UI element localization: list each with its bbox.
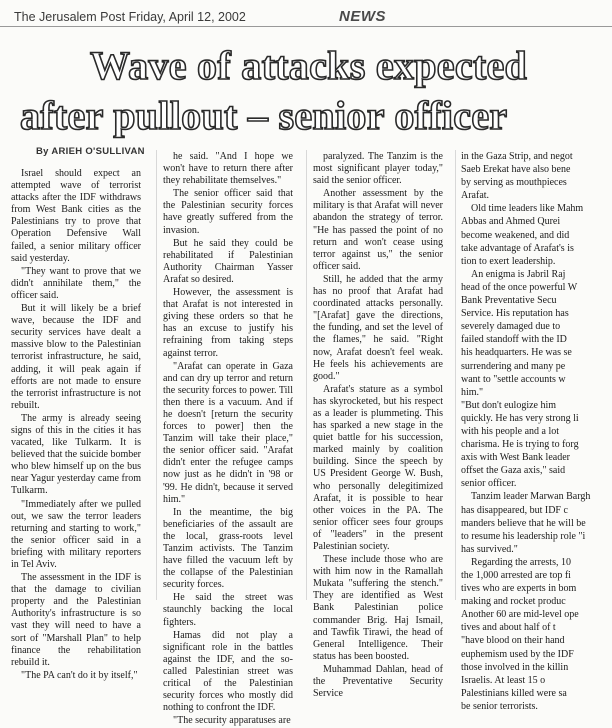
headline-line-2: after pullout – senior officer [20,93,508,138]
article-paragraph: making and rocket produc [461,596,566,608]
article-paragraph: Arafat's stature as a symbol has skyrocketed, but his respect as a leader is plummeting. This has sparked a new stage in the quiet battle for his succession, marked mainly by coalition building. Since the speech by US President George W. Bush, who personally delegitimized Arafat, it is possible to hear other voices in the PA. The senior officer sees four groups of "leaders" in the present Palestinian society. [313,383,443,552]
article-paragraph: charisma. He is trying to forg [461,439,579,451]
article-paragraph: But it will likely be a brief wave, because the IDF and security services have dealt a massive blow to the Palestinian terrorist infrastructure, he said, adding, it will peak again if efforts are not made to ensure the terrorist infrastructure is not rebuilt. [11,303,141,411]
article-paragraph: However, the assessment is that Arafat is not interested in giving these orders so that he has an excuse to justify his refraining from taking steps against terror. [163,287,293,359]
article-paragraph: senior officer. [461,478,517,490]
masthead-rule [0,26,612,27]
article-paragraph: The assessment in the IDF is that the damage to civilian property and the Palestinian Authority's infrastructure is so vast they will need to have a sort of "Marshall Plan" to help finance the rehabilitation rebuild it. [11,572,141,668]
article-paragraph: his headquarters. He was se [461,347,572,359]
article-paragraph: in the Gaza Strip, and negot [461,151,573,162]
article-paragraph: The senior officer said that the Palestinian security forces have greatly suffered from the invasion. [163,188,293,236]
article-paragraph: Israel should expect an attempted wave of terrorist attacks after the IDF withdraws from West Bank cities as the Palestinians try to prove that Operation Defensive Wall failed, a senior military officer said yesterday. [11,168,141,264]
article-paragraph: An enigma is Jabril Raj [471,268,566,280]
headline-line-1: Wave of attacks expected [90,43,528,88]
article-paragraph: Saeb Erekat have also bene [461,164,571,176]
article-paragraph: offset the Gaza axis," said [461,465,566,477]
article-paragraph: But he said they could be rehabilitated if Palestinian Authority Chairman Yasser Arafat so desired. [163,237,293,285]
article-paragraph: want to "settle accounts w [461,373,566,385]
article-paragraph: he said. "And I hope we won't have to return there after they rehabilitate themselves." [163,151,293,187]
article-paragraph: surrendering and many pe [461,360,566,372]
article-paragraph: Bank Preventative Secu [461,295,557,307]
column-divider [156,150,157,600]
article-column-3 [313,151,443,701]
article-paragraph: axis with West Bank leader [461,452,570,464]
article-paragraph: tives who are experts in bom [461,583,577,595]
article-paragraph: with his people and a lot [461,425,560,437]
column-divider [306,150,307,600]
byline: By ARIEH O'SULLIVAN [36,146,145,157]
article-paragraph: Another assessment by the military is that Arafat will never abandon the strategy of terror. "He has passed the point of no return and won't cease using terror against us," the senior officer said. [313,188,443,272]
article-paragraph: take advantage of Arafat's is [461,242,574,254]
article-paragraph: Tanzim leader Marwan Bargh [471,491,591,503]
article-paragraph: tion to exert leadership. [461,255,556,267]
article-paragraph: be senior terrorists. [461,700,538,712]
article-paragraph: Service. His reputation has [461,308,569,320]
article-paragraph: those involved in the killin [461,661,569,673]
article-paragraph: "Arafat can operate in Gaza and can dry up terror and return the security forces to power. Till then there is a vacuum. And if he doesn't [return the security forces to power] then the Tanzim will take their place," the senior officer said. "Arafat didn't enter the refugee camps now just as he didn't in '98 or '99. He didn't, because it served him." [163,360,293,505]
article-paragraph: become weakened, and did [461,229,570,241]
article-paragraph: Hamas did not play a significant role in the battles against the IDF, and the so-called Palestinian street was critical of the Palestinian security forces who mostly did nothing to confront the IDF. [163,629,293,714]
article-paragraph: Old time leaders like Mahm [471,203,584,215]
article-paragraph: The army is already seeing signs of this in the cities it has vacated, like Tulkarm. It is believed that the suicide bomber who blew himself up on the bus near Yagur yesterday came from Tulkarm. [11,412,141,497]
article-paragraph: Still, he added that the army has no proof that Arafat had coordinated attacks personally. "[Arafat] gave the directions, the funding, and set the level of the flames," he said. "Right now, Arafat doesn't feel weak. He feels his achievements are good." [313,273,443,382]
article-paragraph: has survived." [461,543,518,555]
article-paragraph: "The security apparatuses are [173,715,291,727]
article-paragraph: Abbas and Ahmed Qurei [461,216,561,228]
article-column-4 [461,151,612,714]
article-paragraph: He said the street was staunchly backing the local fighters. [163,592,293,628]
article-column-2 [163,151,293,728]
article-paragraph: manders believe that he will be [461,517,586,529]
article-paragraph: "But don't eulogize him [461,399,557,411]
article-paragraph: him." [461,386,484,398]
article-paragraph: head of the once powerful W [461,281,578,293]
article-paragraph: "The PA can't do it by itself," [21,669,138,681]
article-paragraph: Another 60 are mid-level ope [461,609,579,621]
article-paragraph: In the meantime, the big beneficiaries of the assault are the local, grass-roots level Tanzim activists. The Tanzim have filled the vacuum left by the collapse of the Palestinian security forces. [163,506,293,591]
publication-dateline: The Jerusalem Post Friday, April 12, 2002 [14,10,246,24]
article-paragraph: "They want to prove that we didn't annihilate them," the officer said. [11,265,141,301]
article-paragraph: These include those who are with him now in the Ramallah Mukata "suffering the stench." They are identified as West Bank Palestinian police commander Brig. Haj Ismail, and Tawfik Tirawi, the head of General Intelligence. Their status has been boosted. [313,554,443,662]
article-paragraph: paralyzed. The Tanzim is the most significant player today," said the senior officer. [313,151,443,187]
article-paragraph: failed standoff with the ID [461,334,567,346]
article-paragraph: Palestinians killed were sa [461,687,567,699]
article-paragraph: "Immediately after we pulled out, we saw the terror leaders returning and starting to work," the senior officer said in a briefing with military reporters in Tel Aviv. [11,498,141,570]
article-paragraph: euphemism used by the IDF [461,648,574,660]
article-paragraph: to resume his leadership role "i [461,530,586,542]
article-paragraph: Arafat. [461,190,490,202]
column-divider [455,150,456,600]
article-paragraph: by serving as mouthpieces [461,177,567,189]
article-paragraph: Muhammad Dahlan, head of the Preventative Security Service [313,663,443,700]
article-paragraph: has disappeared, but IDF c [461,504,568,516]
article-paragraph: quickly. He has very strong li [461,412,579,424]
article-paragraph: severely damaged due to [461,321,561,333]
article-paragraph: "have blood on their hand [461,635,565,647]
article-paragraph: the 1,000 arrested are top fi [461,570,571,581]
article-paragraph: Israelis. At least 15 o [461,674,546,686]
article-column-1 [11,168,141,683]
article-paragraph: Regarding the arrests, 10 [471,556,571,568]
section-label: NEWS [339,8,386,25]
article-paragraph: tives and about half of t [461,622,556,634]
